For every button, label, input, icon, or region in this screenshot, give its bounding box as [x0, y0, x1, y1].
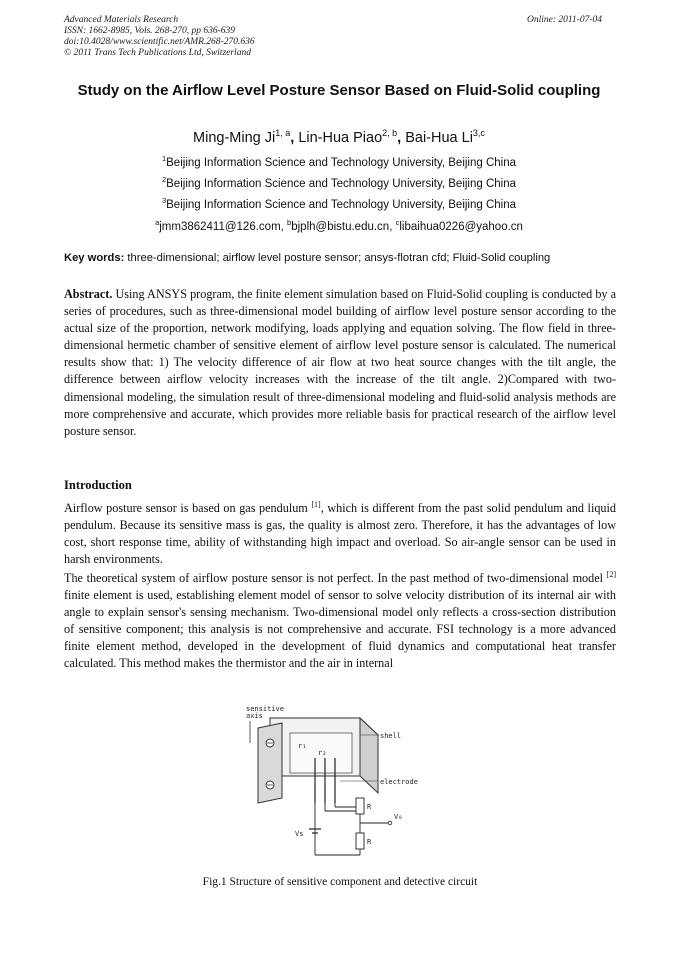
figure-label-vo: V₀ [394, 813, 403, 821]
author-superscript: 2, b [382, 128, 398, 138]
citation-ref: [2] [606, 569, 616, 579]
issn-line: ISSN: 1662-8985, Vols. 268-270, pp 636-639 [64, 26, 235, 36]
keywords [64, 251, 624, 265]
intro-text: The theoretical system of airflow posture sensor is not perfect. In the past method of two-dimensional model [64, 571, 607, 585]
front-plate [258, 723, 282, 803]
abstract-label: Abstract. [64, 287, 113, 301]
affiliation-superscript: 2 [161, 175, 167, 184]
figure-label-sensitive: sensitive [246, 705, 284, 713]
figure-label-r-bottom: R [367, 838, 372, 846]
doi-line: doi:10.4028/www.scientific.net/AMR.268-270.636 [64, 37, 255, 47]
author-superscript: 1, a [275, 128, 291, 138]
email-superscript: c [395, 218, 400, 227]
figure-label-electrode: electrode [380, 778, 418, 786]
online-date: Online: 2011-07-04 [526, 15, 602, 25]
keywords-text: three-dimensional; airflow level posture sensor; ansys-flotran cfd; Fluid-Solid coupling [124, 252, 551, 264]
affiliation-superscript: 1 [161, 154, 167, 163]
author-separator: , [290, 129, 299, 146]
output-terminal [388, 821, 392, 825]
affiliation-text: Beijing Information Science and Technology University, Beijing China [166, 177, 517, 190]
resistor-bottom [356, 833, 364, 849]
author-separator: , [397, 129, 406, 146]
resistor-top [356, 798, 364, 814]
email-superscript: b [287, 218, 292, 227]
author-superscript: 3,c [472, 128, 485, 138]
copyright-line: © 2011 Trans Tech Publications Ltd, Switzerland [64, 48, 251, 58]
figure-caption: Fig.1 Structure of sensitive component and detective circuit [202, 876, 478, 888]
figure-label-vs: Vs [295, 830, 304, 838]
paper-title: Study on the Airflow Level Posture Sensor Based on Fluid-Solid coupling [77, 82, 601, 99]
email-list [64, 216, 614, 234]
keywords-label: Key words: [64, 252, 125, 264]
email-text: bjplh@bistu.edu.cn, [291, 220, 396, 233]
sensor-figure [240, 703, 430, 863]
affiliation [64, 173, 614, 191]
author-list [64, 124, 614, 147]
figure-label-r-top: R [367, 803, 372, 811]
figure-label-shell: shell [380, 732, 402, 740]
journal-info [64, 15, 255, 59]
author-name: Lin-Hua Piao [298, 129, 383, 146]
intro-text: Airflow posture sensor is based on gas pendulum [64, 501, 312, 515]
affiliation [64, 194, 614, 212]
intro-text: , which is different from the past solid pendulum and liquid pendulum. Because its sensitive mass is gas, the quality is almost zero. Therefore, it has the advantages of low cost, short response time, ability of withstanding high impact and overload. So air-angle sensor can be used in harsh environments. [64, 501, 617, 567]
email-superscript: a [155, 218, 160, 227]
figure-label-axis: axis [246, 712, 263, 720]
affiliation-superscript: 3 [161, 196, 167, 205]
housing-side [360, 718, 378, 793]
author-name: Ming-Ming Ji [193, 129, 276, 146]
citation-ref: [1] [311, 499, 321, 509]
author-name: Bai-Hua Li [405, 129, 473, 146]
section-heading-introduction: Introduction [64, 478, 132, 492]
intro-paragraph [64, 570, 616, 673]
affiliation-text: Beijing Information Science and Technology University, Beijing China [166, 156, 517, 169]
figure-label-r2: r₂ [318, 749, 327, 757]
abstract [64, 286, 616, 440]
abstract-text: Using ANSYS program, the finite element simulation based on Fluid-Solid coupling is conducted by a series of procedures, such as three-dimensional model building of airflow level posture sensor according to the actual size of the proportion, network modifying, loads applying and equation solving. The flow field in three-dimensional hermetic chamber of sensitive element of airflow level posture sensor is calculated. The numerical results show that: 1) The velocity difference of air flow at two heat source changes with the tilt angle, the difference between airflow velocity increases with the increase of the tilt angle. 2)Compared with two-dimensional modeling, the simulation result of three-dimensional modeling and fluid-solid analysis methods are more comprehensive and accurate, which provides more reliable basis for practical research of the airflow level posture sensor. [64, 287, 616, 438]
affiliation [64, 152, 614, 170]
intro-text: finite element is used, establishing element model of sensor to solve velocity distribution of its internal air with angle to explain sensor's sensing mechanism. Two-dimensional model only reflects a cross-section distribution of sensitive component; this analysis is not comprehensive and accurate. FSI technology is a more advanced finite element method, developed in the development of fluid dynamics and computational heat transfer calculated. This method makes the thermistor and the air in internal [64, 588, 616, 671]
email-text: jmm3862411@126.com, [159, 220, 288, 233]
figure-label-r1: r₁ [298, 742, 307, 750]
intro-paragraph [64, 500, 616, 568]
email-text: libaihua0226@yahoo.cn [399, 220, 523, 233]
affiliation-text: Beijing Information Science and Technology University, Beijing China [166, 198, 517, 211]
journal-name: Advanced Materials Research [64, 15, 179, 25]
